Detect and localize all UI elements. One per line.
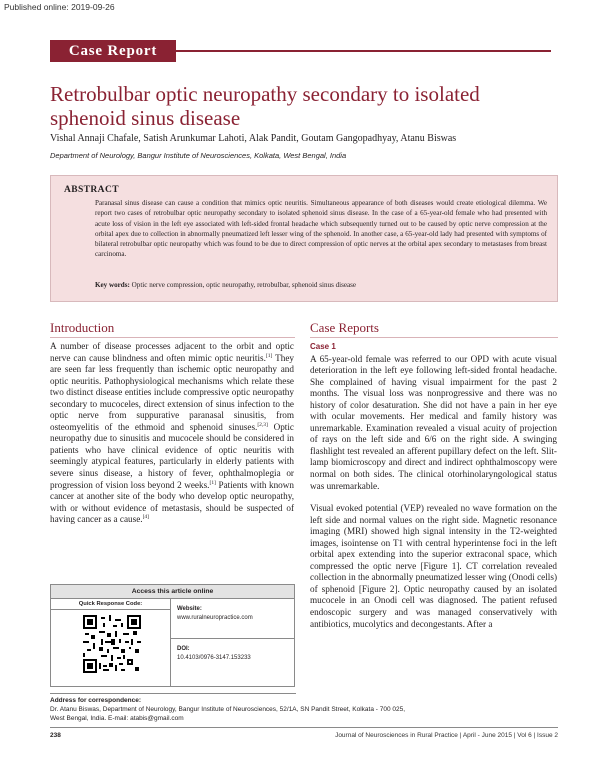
introduction-paragraph: [50, 341, 294, 526]
keywords-text: Optic nerve compression, optic neuropathy, retrobulbar, sphenoid sinus disease: [131, 281, 357, 289]
website-block: [177, 606, 253, 621]
doi-link[interactable]: 10.4103/0976-3147.153233: [177, 655, 251, 661]
citation[interactable]: [1]: [265, 352, 273, 359]
intro-text-3: Optic neuropathy due to sinusitis and mucocele should be considered in patients who have clinical evidence of optic neuritis with seemingly atypical features, particularly in elderly patients with severe sinus disease, a history of fever, ophthalmoplegia or progression of vision loss beyond 2 weeks.: [50, 421, 294, 490]
author-list: Vishal Annaji Chafale, Satish Arunkumar Lahoti, Alak Pandit, Goutam Gangopadhyay, Atanu Biswas: [50, 133, 457, 144]
doi-block: [177, 646, 251, 661]
qr-code-cell: [51, 610, 171, 686]
introduction-heading: Introduction: [50, 320, 115, 335]
journal-citation: Journal of Neurosciences in Rural Practice | April - June 2015 | Vol 6 | Issue 2: [335, 732, 558, 739]
intro-text-2: They are seen far less frequently than ischemic optic neuropathy and optic neuritis. Pathophysiological mechanisms which relate these two distinct disease entities include compressive optic neuropathy secondary to mucoceles, direct extension of sinus infection to the optic nerve from suppurative paranasal sinusitis, from osteomyelitis of the ethmoid and sphenoid sinuses.: [50, 352, 294, 432]
footnote-rule: [50, 693, 296, 694]
abstract-heading: ABSTRACT: [64, 185, 119, 195]
intro-text-1: A number of disease processes adjacent to the orbit and optic nerve can cause blindness and often mimic optic neuritis.: [50, 341, 294, 363]
website-link[interactable]: www.ruralneuropractice.com: [177, 615, 253, 621]
qr-code-icon[interactable]: [83, 615, 141, 673]
keywords: [95, 280, 547, 290]
banner-rule: [176, 50, 551, 52]
keywords-label: Key words:: [95, 281, 130, 289]
case-reports-heading: Case Reports: [310, 320, 379, 335]
correspondence-address: [50, 696, 560, 723]
access-divider: [171, 638, 294, 639]
case-paragraph-1: A 65-year-old female was referred to our OPD with acute visual deterioration in the left eye following left-sided frontal headache. She complained of having visual impairment for the past 2 months. The visual loss was nonprogressive and there was no history of color desaturation. She did not have a pain in her eye with ocular movements. Her medical and family history was unremarkable. Examination revealed a visual acuity of projection of rays on the left side and 6/6 on the right side. A swinging flashlight test revealed an afferent pupillary defect on the left. Slit-lamp biomicroscopy and direct and indirect ophthalmoscopy were normal on both sides. The clinical otorhinolaryngological status was unremarkable.: [310, 353, 557, 491]
access-article-box: [50, 584, 295, 687]
published-date: Published online: 2019-09-26: [4, 2, 115, 12]
doi-label: DOI:: [177, 646, 190, 652]
intro-text-4: Patients with known cancer at another site of the body who develop optic neuropathy, with or without evidence of metastasis, should be suspected of having cancer as a cause.: [50, 479, 294, 525]
footer-rule: [50, 727, 558, 728]
citation[interactable]: [2,3]: [257, 421, 268, 428]
correspondence-line-2: West Bengal, India. E-mail: atabis@gmail.com: [50, 715, 184, 722]
qr-code-label: Quick Response Code:: [51, 598, 171, 610]
correspondence-heading: Address for correspondence:: [50, 697, 142, 704]
affiliation: Department of Neurology, Bangur Institute of Neurosciences, Kolkata, West Bengal, India: [50, 151, 347, 160]
paragraph-gap: [310, 492, 557, 503]
case-reports-body: [310, 341, 557, 630]
article-title: Retrobulbar optic neuropathy secondary to isolated sphenoid sinus disease: [50, 82, 480, 130]
introduction-rule: [50, 337, 295, 338]
website-label: Website:: [177, 606, 202, 612]
citation[interactable]: [1]: [209, 479, 216, 486]
abstract-text: Paranasal sinus disease can cause a condition that mimics optic neuritis. Simultaneous appearance of both diseases would create etiological dilemma. We report two cases of retrobulbar optic neuropathy secondary to isolated sphenoid sinus disease. In the case of a 65-year-old female who had presented with acute loss of vision in the left eye associated with left-sided frontal headache which subsequently turned out to be caused by optic nerve compression at the orbital apex due to collection in abnormally pneumatized left lesser wing of the sphenoid. In another case, a 65-year-old lady had presented with symptoms of bilateral retrobulbar optic neuropathy which was found to be due to direct compression of optic nerves at the orbital apex secondary to metastases from breast carcinoma.: [95, 199, 547, 259]
section-label: Case Report: [50, 40, 176, 62]
citation[interactable]: [4]: [142, 514, 150, 521]
case-1-label: Case 1: [310, 342, 336, 351]
page-number: 238: [50, 732, 61, 739]
case-reports-rule: [310, 337, 558, 338]
introduction-body: [50, 341, 294, 526]
abstract-box: [50, 175, 558, 302]
case-paragraph-2: Visual evoked potential (VEP) revealed no wave formation on the left side and normal values on the right side. Magnetic resonance imaging (MRI) showed high signal intensity in the T2-weighted images, isointense on T1 with central hyperintense foci in the left orbital apex extending into the superior extraconal space, which compressed the optic nerve [Figure 1]. CT correlation revealed collection in the abnormally pneumatized lesser wing (Onodi cells) of sphenoid [Figure 2]. Optic neuropathy caused by an isolated mucocele in an Onodi cell was diagnosed. The patient refused endoscopic surgery and was managed conservatively with antibiotics, mucolytics and decongestants. After a: [310, 503, 557, 629]
correspondence-line-1: Dr. Atanu Biswas, Department of Neurology, Bangur Institute of Neurosciences, 52/1A, SN Pandit Street, Kolkata - 700 025,: [50, 706, 406, 713]
access-heading: Access this article online: [51, 585, 294, 599]
